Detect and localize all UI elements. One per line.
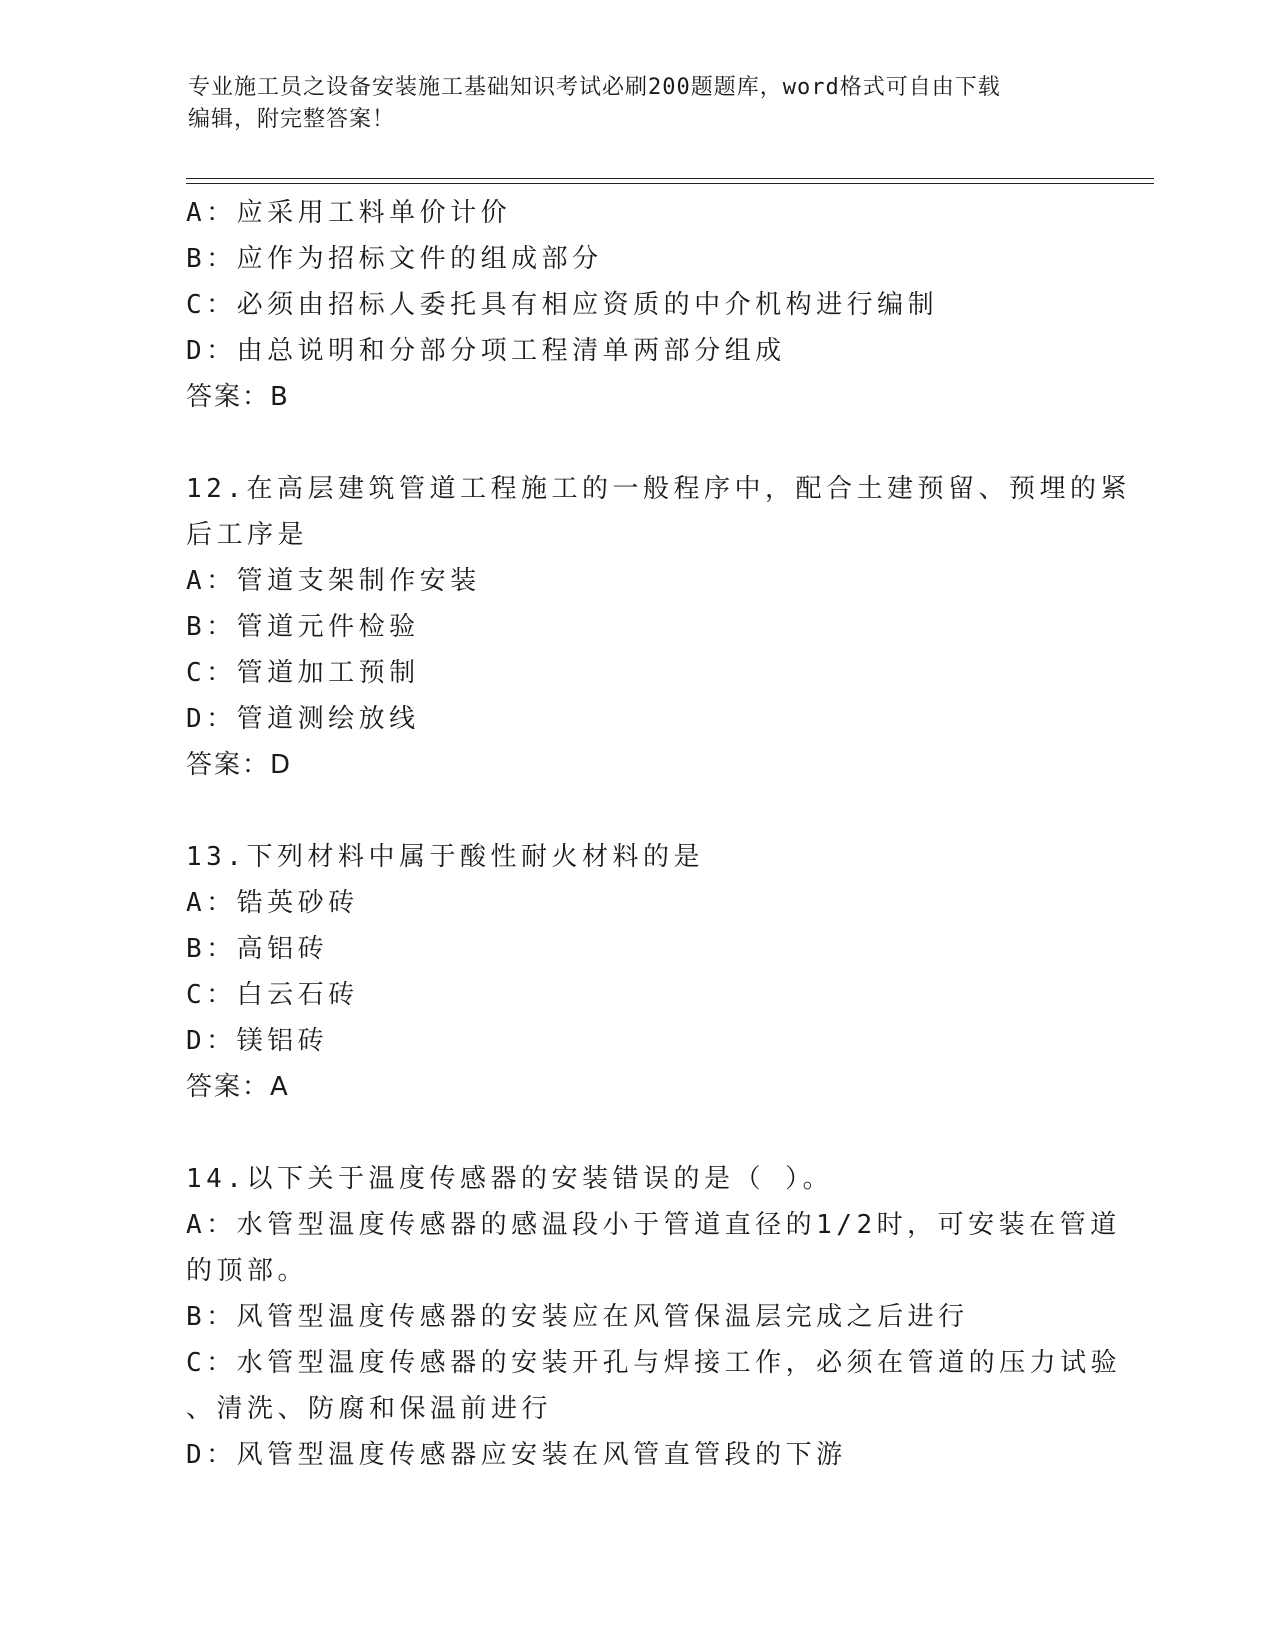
q12-option-c: C：管道加工预制: [186, 658, 420, 688]
q13-option-b: B：高铝砖: [186, 934, 329, 964]
q14-option-b: B：风管型温度传感器的安装应在风管保温层完成之后进行: [186, 1302, 969, 1332]
question-13: [186, 834, 1086, 1110]
q11-option-c: C：必须由招标人委托具有相应资质的中介机构进行编制: [186, 290, 939, 320]
q13-option-c: C：白云石砖: [186, 980, 359, 1010]
q11-option-a: A：应采用工料单价计价: [186, 198, 512, 228]
q14-option-c-line-1: C：水管型温度传感器的安装开孔与焊接工作，必须在管道的压力试验: [186, 1348, 1122, 1378]
header-line-1: 专业施工员之设备安装施工基础知识考试必刷200题题库，word格式可自由下载: [188, 75, 1001, 100]
q13-answer: 答案：A: [186, 1072, 290, 1102]
document-header: [188, 72, 1088, 136]
question-list: [186, 190, 1131, 1478]
q11-answer: 答案：B: [186, 382, 290, 412]
q14-option-a-line-1: A：水管型温度传感器的感温段小于管道直径的1/2时，可安装在管道: [186, 1210, 1121, 1240]
q14-stem-line-1: 14.以下关于温度传感器的安装错误的是（ ）。: [186, 1164, 834, 1194]
q12-stem-line-2: 后工序是: [186, 520, 309, 550]
q14-option-d: D：风管型温度传感器应安装在风管直管段的下游: [186, 1440, 847, 1470]
q12-option-a: A：管道支架制作安装: [186, 566, 481, 596]
q14-option-a-line-2: 的顶部。: [186, 1256, 309, 1286]
q13-stem-line-1: 13.下列材料中属于酸性耐火材料的是: [186, 842, 704, 872]
question-14: [186, 1156, 1122, 1478]
header-divider-bottom: [186, 183, 1154, 184]
q12-option-d: D：管道测绘放线: [186, 704, 420, 734]
header-divider-top: [186, 178, 1154, 179]
q13-option-d: D：镁铝砖: [186, 1026, 329, 1056]
q14-option-c-line-2: 、清洗、防腐和保温前进行: [186, 1394, 553, 1424]
header-line-2: 编辑，附完整答案！: [188, 107, 396, 132]
q11-option-b: B：应作为招标文件的组成部分: [186, 244, 603, 274]
q13-option-a: A：锆英砂砖: [186, 888, 359, 918]
q12-option-b: B：管道元件检验: [186, 612, 420, 642]
q12-stem-line-1: 12.在高层建筑管道工程施工的一般程序中，配合土建预留、预埋的紧: [186, 474, 1131, 504]
q12-answer: 答案：D: [186, 750, 293, 780]
q11-option-d: D：由总说明和分部分项工程清单两部分组成: [186, 336, 786, 366]
question-11: [186, 190, 1086, 420]
question-12: [186, 466, 1131, 788]
